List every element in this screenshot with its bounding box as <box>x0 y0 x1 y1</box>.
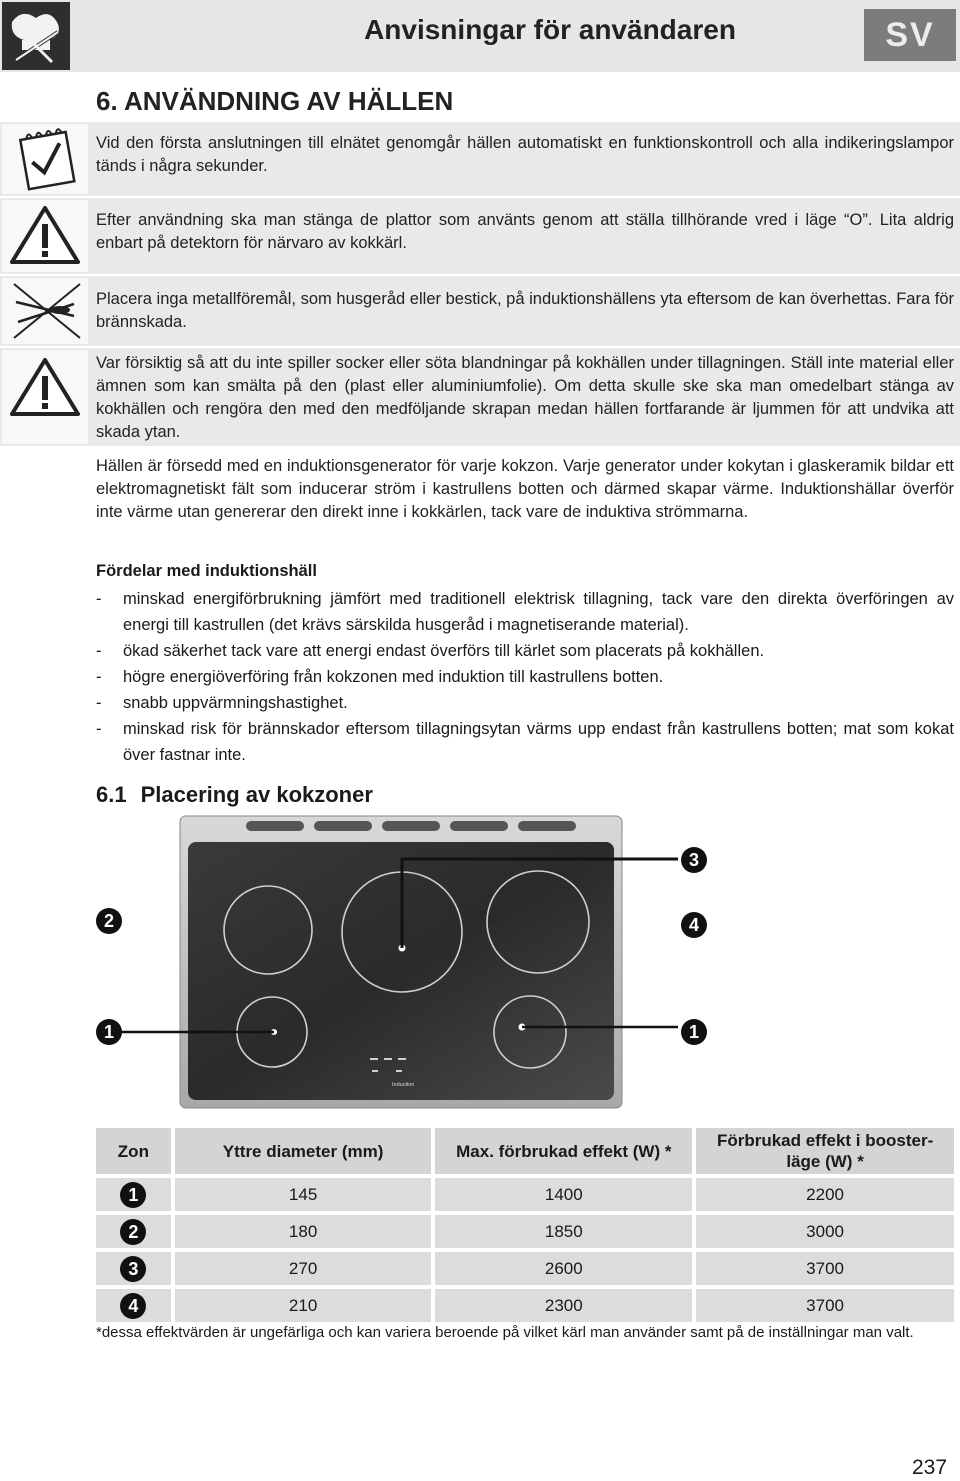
zone-cell <box>96 1289 171 1322</box>
zone-cell <box>96 1252 171 1285</box>
brand-text: Induction <box>392 1082 415 1088</box>
max-power-cell: 1400 <box>435 1178 692 1211</box>
list-item: - högre energiöverföring från kokzonen med induktion till kastrullens botten. <box>96 664 954 690</box>
list-item: - ökad säkerhet tack vare att energi endast överförs till kärlet som placerats på kokhällen. <box>96 638 954 664</box>
diameter-cell: 210 <box>175 1289 432 1322</box>
zone-cell <box>96 1178 171 1211</box>
max-power-cell: 2600 <box>435 1252 692 1285</box>
page-number: 237 <box>912 1456 948 1479</box>
subsection-number: 6.1 <box>96 782 127 807</box>
control-knob <box>314 821 372 831</box>
diameter-cell: 270 <box>175 1252 432 1285</box>
subsection-title <box>96 782 373 808</box>
header-title: Anvisningar för användaren <box>364 14 736 45</box>
zone-number-badge: 2 <box>120 1219 146 1245</box>
column-header: Förbrukad effekt i booster-läge (W) * <box>696 1128 954 1174</box>
control-knob <box>450 821 508 831</box>
zone-label-3: 3 <box>681 847 707 873</box>
prohibition-text: Placera inga metallföremål, som husgeråd eller bestick, på induktionshällens yta eftersom de kan överhettas. Fara för brännskada. <box>96 290 954 331</box>
column-header: Max. förbrukad effekt (W) * <box>435 1128 692 1174</box>
subsection-label: Placering av kokzoner <box>140 782 373 807</box>
warning-text: Efter användning ska man stänga de plattor som använts genom att ställa tillhörande vred i läge “O”. Lita aldrig enbart på detektorn för närvaro av kokkärl. <box>96 211 954 252</box>
zone-label-1-right: 1 <box>681 1019 707 1045</box>
table-row <box>96 1289 954 1322</box>
control-knob <box>518 821 576 831</box>
max-power-cell: 1850 <box>435 1215 692 1248</box>
list-item: - minskad risk för brännskador eftersom tillagningsytan värms upp endast från kastrullens botten; mat som kokat över fastnar inte. <box>96 716 954 768</box>
section-title: 6. ANVÄNDNING AV HÄLLEN <box>96 86 454 116</box>
booster-power-cell: 3700 <box>696 1289 954 1322</box>
diameter-cell: 145 <box>175 1178 432 1211</box>
booster-power-cell: 2200 <box>696 1178 954 1211</box>
table-row <box>96 1178 954 1211</box>
list-item: - minskad energiförbrukning jämfört med traditionell elektrisk tillagning, tack vare den direkta överföringen av energi till kastrullen (det krävs särskilda husgeråd i magnetiserande material). <box>96 586 954 638</box>
language-badge: SV <box>864 9 956 61</box>
notepad-icon <box>2 124 88 194</box>
warning-text: Var försiktig så att du inte spiller socker eller söta blandningar på kokhällen under tillagningen. Ställ inte material eller ämnen som kan smälta på den (plast eller aluminiumfolie). Om detta skulle ske ska man omedelbart stänga av kokhällen och rengöra den med den medföljande skrapan medan hällen fortfarande är ljummen för att undvika att skada ytan. <box>96 354 954 441</box>
intro-paragraph: Hällen är försedd med en induktionsgenerator för varje kokzon. Varje generator under kokytan i glaskeramik bildar ett elektromagnetiskt fält som inducerar ström i kastrullens botten och därmed skapar värme. Induktionshällar överför inte värme utan genererar den direkt inne i kokkärlen, tack vare de induktiva strömmarna. <box>96 457 954 521</box>
column-header: Zon <box>96 1128 171 1174</box>
note-text: Vid den första anslutningen till elnätet genomgår hällen automatiskt en funktionskontroll och alla indikeringslampor tänds i några sekunder. <box>96 134 954 175</box>
booster-power-cell: 3700 <box>696 1252 954 1285</box>
advantages-title: Fördelar med induktionshäll <box>96 562 317 580</box>
max-power-cell: 2300 <box>435 1289 692 1322</box>
booster-power-cell: 3000 <box>696 1215 954 1248</box>
zone-cell <box>96 1215 171 1248</box>
warning-triangle-icon <box>2 350 88 444</box>
no-cutlery-icon <box>2 278 88 344</box>
chef-logo-icon <box>2 2 70 70</box>
table-header-row <box>96 1128 954 1174</box>
zone-label-2: 2 <box>96 908 122 934</box>
cooktop-figure <box>92 812 732 1112</box>
table-row <box>96 1215 954 1248</box>
zone-label-4: 4 <box>681 912 707 938</box>
zone-number-badge: 1 <box>120 1182 146 1208</box>
column-header: Yttre diameter (mm) <box>175 1128 432 1174</box>
list-item: - snabb uppvärmningshastighet. <box>96 690 954 716</box>
advantages-list <box>96 586 954 768</box>
zone-label-1-left: 1 <box>96 1019 122 1045</box>
table-footnote: *dessa effektvärden är ungefärliga och kan variera beroende på vilket kärl man använder samt på de inställningar man valt. <box>96 1324 914 1341</box>
warning-triangle-icon <box>2 200 88 272</box>
control-knob <box>382 821 440 831</box>
diameter-cell: 180 <box>175 1215 432 1248</box>
control-knob <box>246 821 304 831</box>
table-row <box>96 1252 954 1285</box>
zones-table <box>92 1124 958 1326</box>
zone-number-badge: 4 <box>120 1293 146 1319</box>
zone-number-badge: 3 <box>120 1256 146 1282</box>
